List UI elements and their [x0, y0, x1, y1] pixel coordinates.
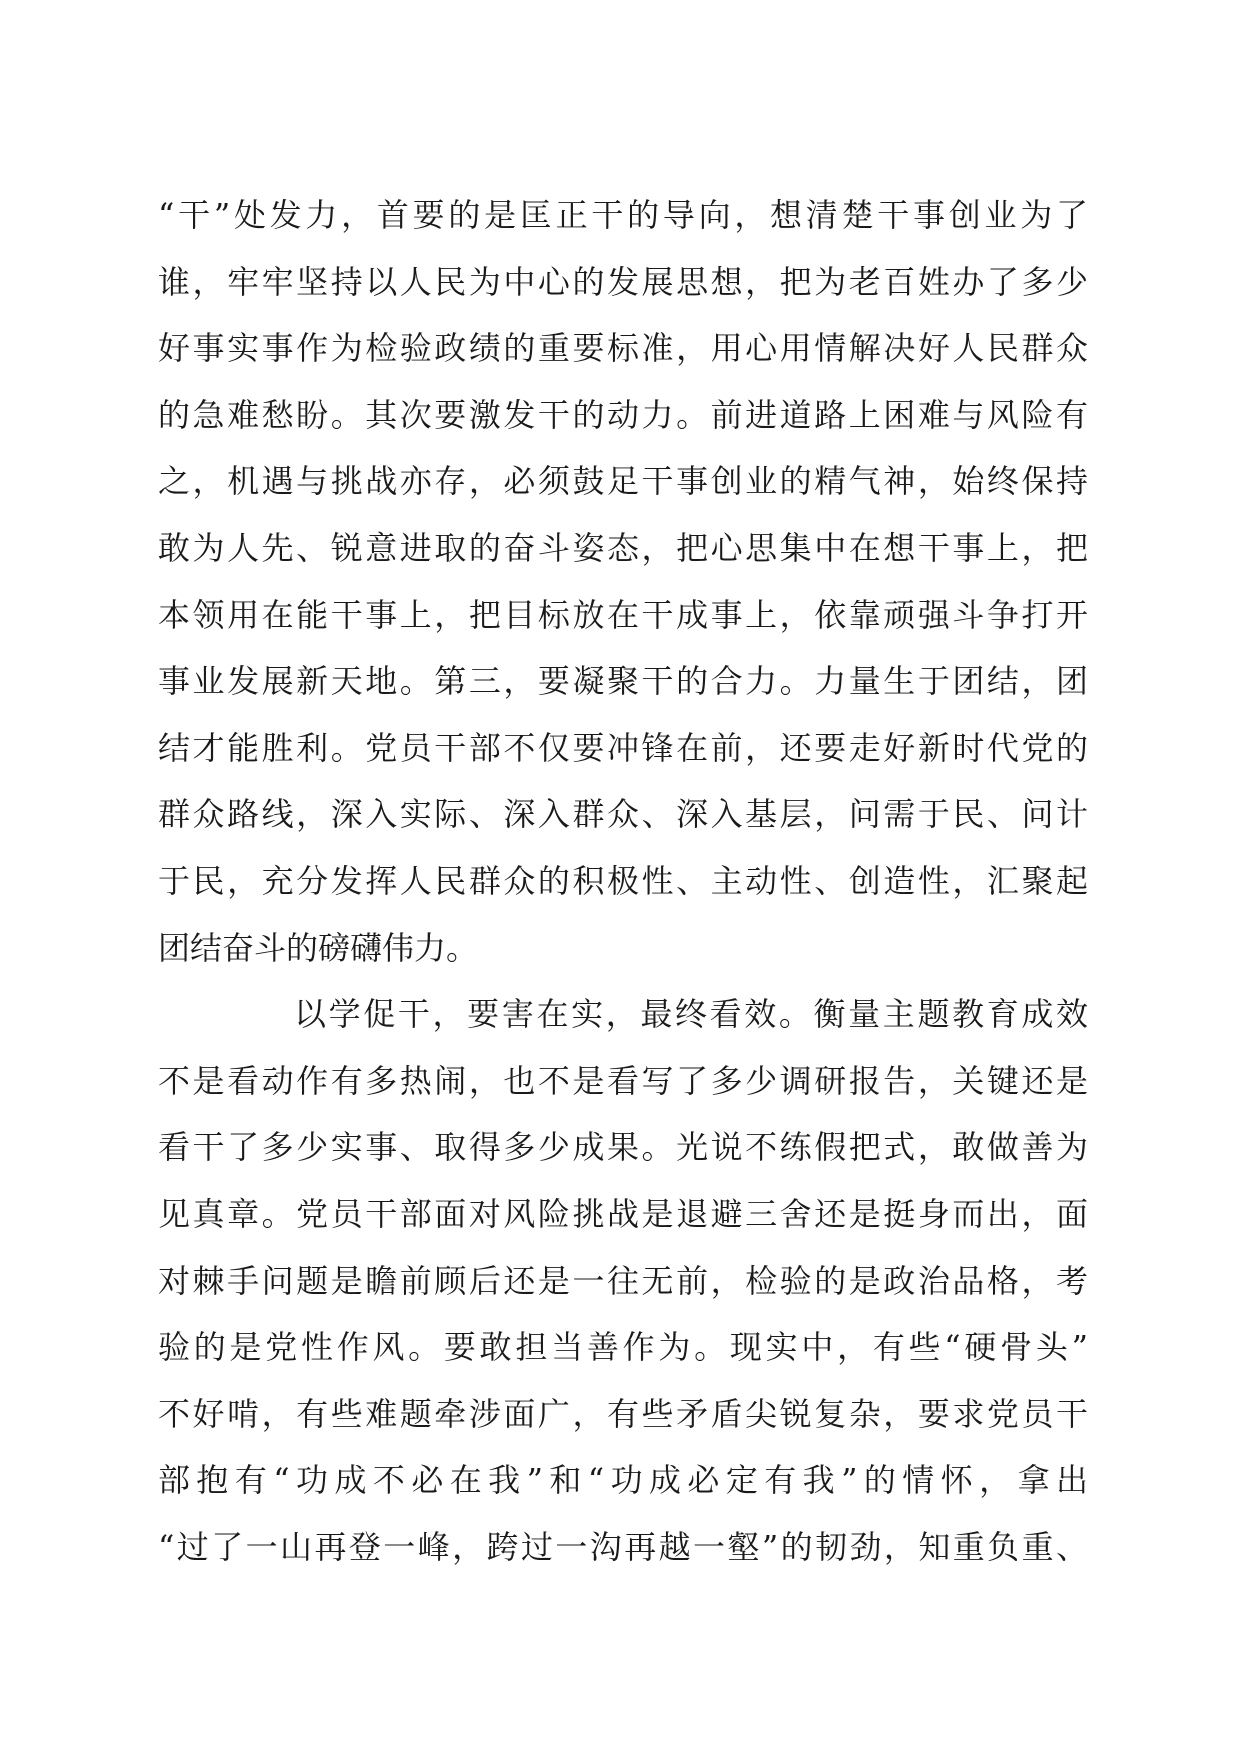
text-line: 谁，牢牢坚持以人民为中心的发展思想，把为老百姓办了多少 [158, 262, 1088, 301]
text-line: 好事实事作为检验政绩的重要标准，用心用情解决好人民群众 [158, 329, 1088, 368]
text-line: 群众路线，深入实际、深入群众、深入基层，问需于民、问计 [158, 795, 1088, 834]
paragraph-2 [158, 981, 1088, 1580]
text-line: 之，机遇与挑战亦存，必须鼓足干事创业的精气神，始终保持 [158, 462, 1088, 501]
text-line: 不是看动作有多热闹，也不是看写了多少调研报告，关键还是 [158, 1061, 1088, 1100]
text-line: 事业发展新天地。第三，要凝聚干的合力。力量生于团结，团 [158, 662, 1088, 701]
text-line: “过了一山再登一峰，跨过一沟再越一壑”的韧劲，知重负重、 [158, 1527, 1088, 1566]
body-text [158, 182, 1088, 1580]
text-line: 的急难愁盼。其次要激发干的动力。前进道路上困难与风险有 [158, 395, 1088, 434]
text-line: 本领用在能干事上，把目标放在干成事上，依靠顽强斗争打开 [158, 595, 1088, 634]
text-line: 团结奋斗的磅礴伟力。 [158, 928, 479, 967]
text-line: 不好啃，有些难题牵涉面广，有些矛盾尖锐复杂，要求党员干 [158, 1394, 1088, 1433]
text-line: 于民，充分发挥人民群众的积极性、主动性、创造性，汇聚起 [158, 861, 1088, 900]
text-line: 结才能胜利。党员干部不仅要冲锋在前，还要走好新时代党的 [158, 728, 1088, 767]
paragraph-1 [158, 182, 1088, 981]
text-line: 验的是党性作风。要敢担当善作为。现实中，有些“硬骨头” [158, 1328, 1088, 1367]
text-line: 见真章。党员干部面对风险挑战是退避三舍还是挺身而出，面 [158, 1194, 1088, 1233]
text-line: 对棘手问题是瞻前顾后还是一往无前，检验的是政治品格，考 [158, 1261, 1088, 1300]
text-line: 看干了多少实事、取得多少成果。光说不练假把式，敢做善为 [158, 1128, 1088, 1167]
text-line: 以学促干，要害在实，最终看效。衡量主题教育成效 [294, 995, 1088, 1034]
text-line: “干”处发力，首要的是匡正干的导向，想清楚干事创业为了 [158, 196, 1088, 234]
text-line: 部抱有“功成不必在我”和“功成必定有我”的情怀，拿出 [158, 1461, 1088, 1500]
text-line: 敢为人先、锐意进取的奋斗姿态，把心思集中在想干事上，把 [158, 528, 1088, 567]
